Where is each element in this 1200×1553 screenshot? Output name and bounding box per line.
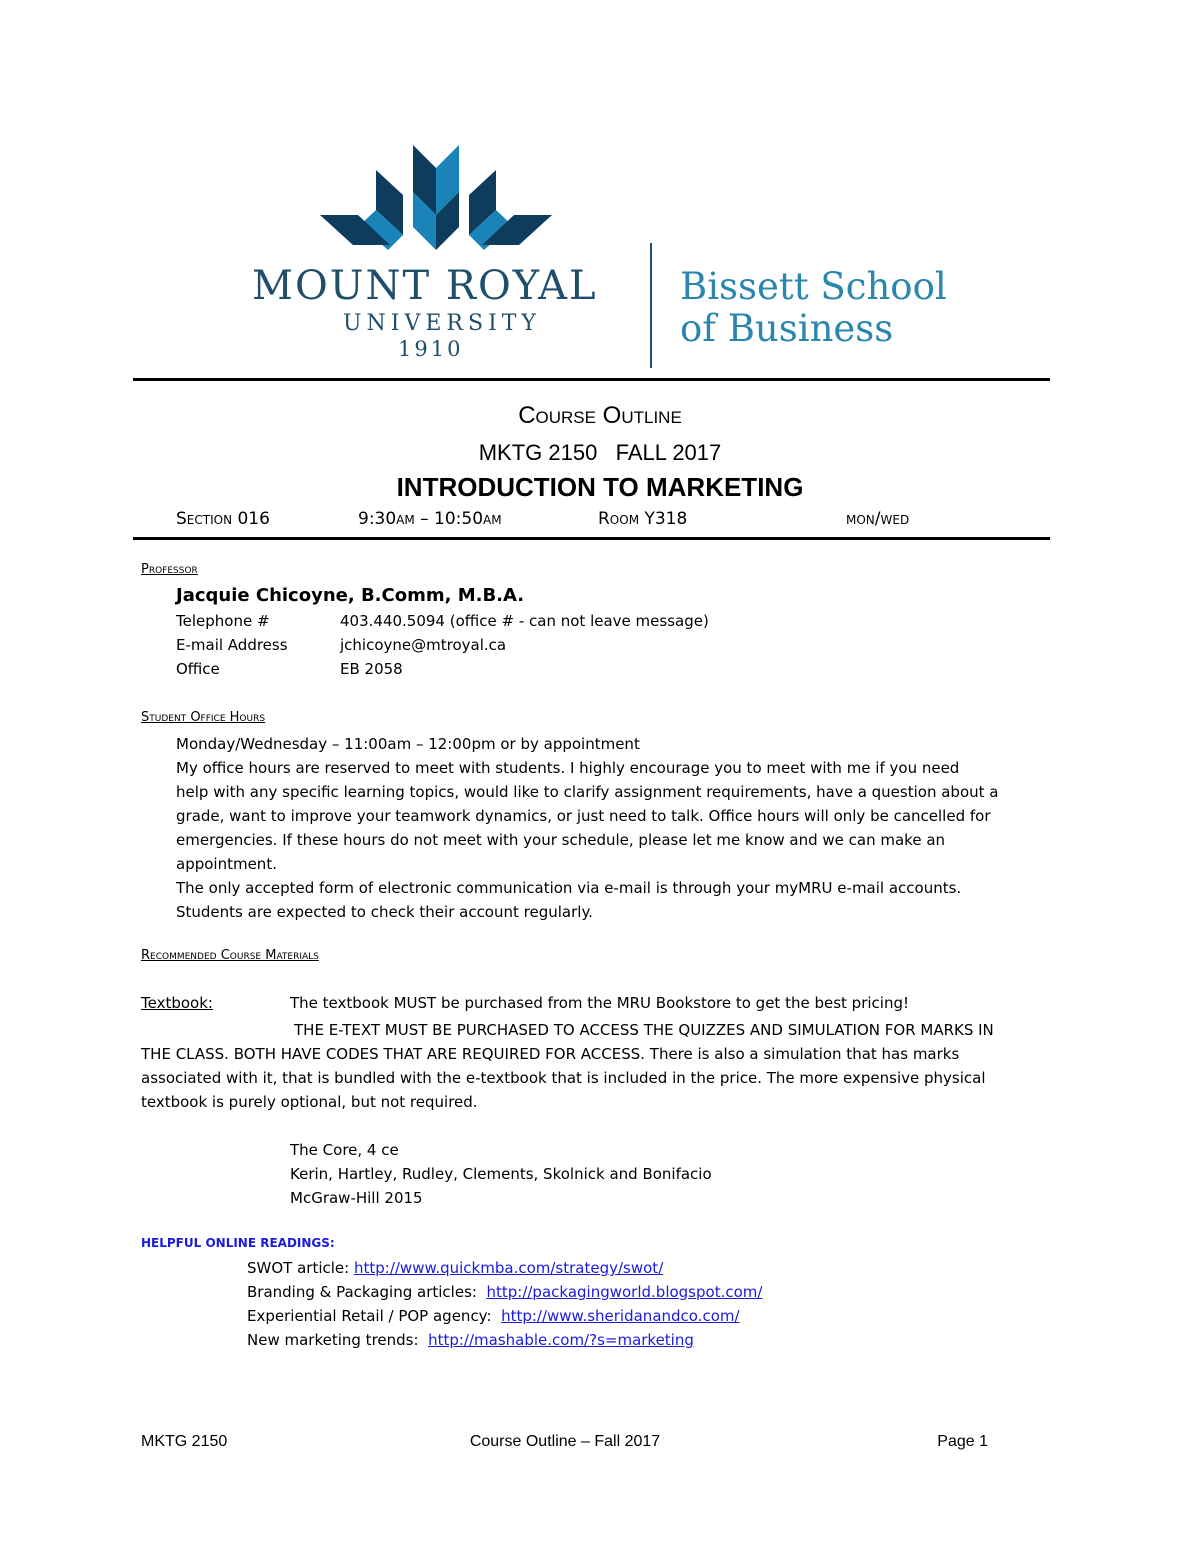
contact-row-email: [176, 636, 876, 660]
contact-value[interactable]: jchicoyne@mtroyal.ca: [340, 636, 507, 654]
textbook-line: textbook is purely optional, but not required.: [141, 1093, 478, 1111]
reading-item: [247, 1280, 762, 1304]
top-divider: [133, 378, 1050, 381]
course-code-term: MKTG 2150 FALL 2017: [478, 440, 722, 465]
reading-label: New marketing trends:: [247, 1331, 429, 1349]
outline-title: Course Outline: [518, 402, 682, 429]
reading-link-sheridan[interactable]: http://www.sheridanandco.com/: [501, 1307, 740, 1325]
footer-left: MKTG 2150: [141, 1433, 228, 1450]
textbook-notice: [141, 1018, 1061, 1114]
reading-link-packaging[interactable]: http://packagingworld.blogspot.com/: [486, 1283, 763, 1301]
book-title: The Core, 4 ce: [290, 1141, 399, 1159]
office-hours-line: My office hours are reserved to meet with students. I highly encourage you to meet with me if you need: [176, 759, 960, 777]
reading-label: SWOT article:: [247, 1259, 354, 1277]
reading-label: Branding & Packaging articles:: [247, 1283, 487, 1301]
footer-right: Page 1: [937, 1433, 988, 1450]
reading-item: [247, 1256, 762, 1280]
office-hours-heading: Student Office Hours: [141, 710, 266, 725]
crown-emblem-icon: [318, 140, 558, 255]
university-logo: [250, 135, 970, 375]
textbook-line: associated with it, that is bundled with the e-textbook that is included in the price. The more expensive physical: [141, 1069, 986, 1087]
office-hours-line: emergencies. If these hours do not meet with your schedule, please let me know and we can make an: [176, 831, 946, 849]
office-hours-line: grade, want to improve your teamwork dynamics, or just need to talk. Office hours will only be cancelled for: [176, 807, 991, 825]
logo-divider: [650, 243, 652, 368]
readings-heading: HELPFUL ONLINE READINGS:: [141, 1236, 335, 1250]
reading-item: [247, 1328, 762, 1352]
professor-heading: Professor: [141, 562, 198, 577]
textbook-line: THE E-TEXT MUST BE PURCHASED TO ACCESS THE QUIZZES AND SIMULATION FOR MARKS IN: [294, 1021, 994, 1039]
textbook-line: The textbook MUST be purchased from the MRU Bookstore to get the best pricing!: [290, 994, 909, 1012]
materials-heading: Recommended Course Materials: [141, 948, 319, 963]
book-info: [290, 1138, 712, 1210]
reading-link-swot[interactable]: http://www.quickmba.com/strategy/swot/: [353, 1259, 664, 1277]
book-publisher: McGraw-Hill 2015: [290, 1189, 423, 1207]
university-name: MOUNT ROYAL: [252, 263, 598, 309]
textbook-line: THE CLASS. BOTH HAVE CODES THAT ARE REQUIRED FOR ACCESS. There is also a simulation that has marks: [141, 1045, 960, 1063]
section-row: [176, 509, 956, 533]
office-hours-line: Monday/Wednesday – 11:00am – 12:00pm or by appointment: [176, 735, 640, 753]
class-days: mon/wed: [846, 509, 910, 529]
reading-label: Experiential Retail / POP agency:: [247, 1307, 502, 1325]
contact-value: 403.440.5094 (office # - can not leave message): [340, 612, 709, 630]
book-authors: Kerin, Hartley, Rudley, Clements, Skolnick and Bonifacio: [290, 1165, 712, 1183]
reading-item: [247, 1304, 762, 1328]
readings-list: [247, 1256, 762, 1352]
office-hours-line: help with any specific learning topics, would like to clarify assignment requirements, have a question about a: [176, 783, 999, 801]
school-name-line2: of Business: [680, 307, 894, 350]
office-hours-body: [176, 732, 1056, 924]
university-sub: UNIVERSITY: [343, 311, 541, 336]
contact-label: Telephone #: [176, 612, 270, 630]
university-year: 1910: [398, 337, 464, 361]
contact-row-office: [176, 660, 876, 684]
class-time: 9:30am – 10:50am: [358, 509, 502, 529]
section-number: Section 016: [176, 509, 270, 529]
textbook-label: Textbook:: [141, 994, 213, 1012]
school-name-line1: Bissett School: [680, 265, 947, 308]
office-hours-line: Students are expected to check their account regularly.: [176, 903, 593, 921]
course-name: INTRODUCTION TO MARKETING: [396, 472, 804, 502]
contact-label: E-mail Address: [176, 636, 288, 654]
header-bottom-divider: [133, 537, 1050, 540]
contact-label: Office: [176, 660, 220, 678]
class-room: Room Y318: [598, 509, 688, 529]
footer-center: Course Outline – Fall 2017: [469, 1433, 661, 1450]
professor-contact-table: [176, 612, 876, 684]
professor-name: Jacquie Chicoyne, B.Comm, M.B.A.: [176, 585, 525, 606]
office-hours-line: The only accepted form of electronic communication via e-mail is through your myMRU e-mail accounts.: [176, 879, 962, 897]
reading-link-mashable[interactable]: http://mashable.com/?s=marketing: [428, 1331, 694, 1349]
contact-row-telephone: [176, 612, 876, 636]
office-hours-line: appointment.: [176, 855, 277, 873]
contact-value: EB 2058: [340, 660, 403, 678]
